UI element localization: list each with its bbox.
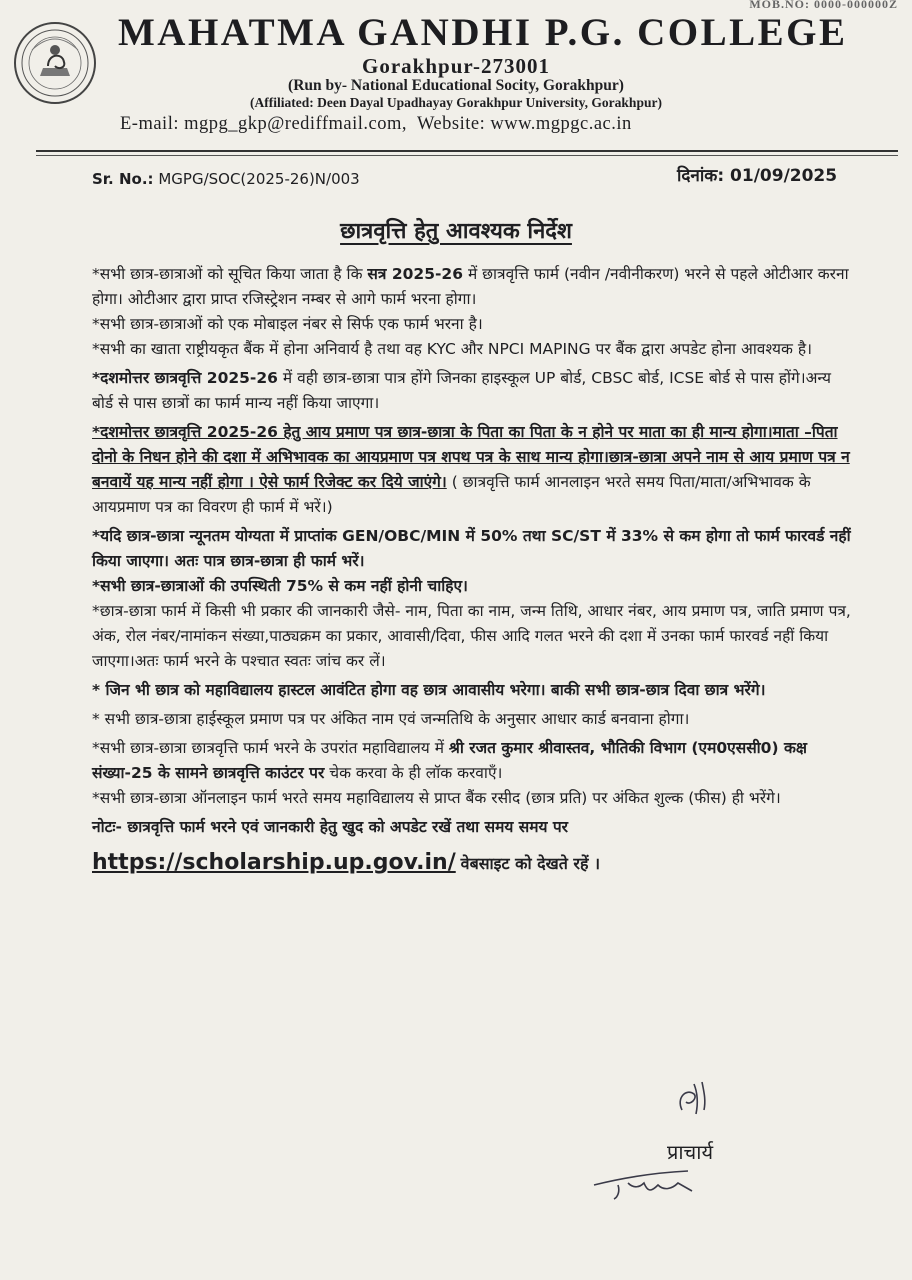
serial-label: Sr. No.: xyxy=(92,170,154,188)
date-value: 01/09/2025 xyxy=(730,166,838,186)
header-divider xyxy=(36,150,898,152)
scholarship-website-link[interactable]: https://scholarship.up.gov.in/ xyxy=(92,850,456,875)
note-link-line xyxy=(92,846,852,881)
note-text: नोटः- छात्रवृत्ति फार्म भरने एवं जानकारी हेतु खुद को अपडेट रखें तथा समय समय पर xyxy=(92,818,569,836)
para-bold: श्री रजत कुमार श्रीवास्तव, भौतिकी विभाग (एम0एससी0) कक्ष संख्या-25 के सामने छात्रवृत्ति काउंटर पर xyxy=(92,739,807,782)
instruction-attendance: *सभी छात्र-छात्राओं की उपस्थिती 75% से कम नहीं होनी चाहिए। xyxy=(92,577,468,595)
contact-line xyxy=(120,114,632,135)
para-text: चेक करवा के ही लॉक करवाएँ। xyxy=(329,764,503,782)
email-label: E-mail: xyxy=(120,114,179,134)
date-label: दिनांक: xyxy=(677,166,725,186)
notice-date xyxy=(677,163,837,186)
notice-body xyxy=(92,262,852,881)
note-tail: वेबसाइट को देखते रहें । xyxy=(460,854,601,873)
para-bold: *दशमोत्तर छात्रवृत्ति 2025-26 xyxy=(92,369,278,387)
college-name: MAHATMA GANDHI P.G. COLLEGE xyxy=(118,11,848,54)
affiliation: (Affiliated: Deen Dayal Upadhayay Gorakhpur University, Gorakhpur) xyxy=(250,95,662,110)
mobile-number: MOB.NO: 0000-000000Z xyxy=(749,0,898,11)
instruction-hostel: * जिन भी छात्र को महाविद्यालय हास्टल आवंटित होगा वह छात्र आवासीय भरेगा। बाकी सभी छात्र-छात्र दिवा छात्र भरेंगे। xyxy=(92,681,766,699)
para-bold: सत्र 2025-26 xyxy=(367,265,463,283)
para-text: ( छात्रवृत्ति फार्म आनलाइन भरते समय पिता/माता/अभिभावक के आयप्रमाण पत्र का विवरण ही फार्म में भरें।) xyxy=(92,473,811,516)
college-city: Gorakhpur-273001 xyxy=(362,54,550,78)
email: mgpg_gkp@rediffmail.com, xyxy=(184,114,408,134)
instruction-otr xyxy=(92,262,852,312)
instruction-min-marks: *यदि छात्र-छात्रा न्यूनतम योग्यता में प्राप्तांक GEN/OBC/MIN में 50% तथा SC/ST में 33% से कम होगा तो फार्म फारवर्ड नहीं किया जाएगा। अतः पात्र छात्र-छात्रा ही फार्म भरें। xyxy=(92,527,851,570)
para-text: *सभी छात्र-छात्राओं को सूचित किया जाता है कि xyxy=(92,265,363,283)
para-text: *सभी छात्र-छात्रा छात्रवृत्ति फार्म भरने के उपरांत महाविद्यालय में xyxy=(92,739,444,757)
run-by: (Run by- National Educational Socity, Gorakhpur) xyxy=(288,77,624,94)
notice-title xyxy=(0,215,912,245)
instruction-aadhaar: * सभी छात्र-छात्रा हाईस्कूल प्रमाण पत्र पर अंकित नाम एवं जन्मतिथि के अनुसार आधार कार्ड बनवाना होगा। xyxy=(92,710,690,728)
notice-title-text: छात्रवृत्ति हेतु आवश्यक निर्देश xyxy=(340,219,572,244)
serial-value: MGPG/SOC(2025-26)N/003 xyxy=(158,170,360,188)
instruction-bank-kyc: *सभी का खाता राष्ट्रीयकृत बैंक में होना अनिवार्य है तथा वह KYC और NPCI MAPING पर बैंक द्वारा अपडेट होना आवश्यक है। xyxy=(92,340,812,358)
instruction-board xyxy=(92,366,852,416)
header-divider-thin xyxy=(36,155,898,156)
instruction-income-certificate xyxy=(92,420,852,520)
para-bold-underlined: *दशमोत्तर छात्रवृत्ति 2025-26 हेतु आय प्रमाण पत्र छात्र-छात्रा के पिता का पिता के न होने पर माता का ही मान्य होगा।माता –पिता दोनो के निधन होने की दशा में अभिभावक का आयप्रमाण पत्र शपथ पत्र के साथ मान्य होगा।छात्र-छात्रा अपने नाम से आय प्रमाण पत्र न बनवायें यह मान्य नहीं होगा । ऐसे फार्म रिजेक्ट कर दिये जाएंगे। xyxy=(92,423,850,491)
initials-signature-icon xyxy=(668,1074,720,1126)
website-label: Website: xyxy=(416,114,486,134)
instruction-correct-details: *छात्र-छात्रा फार्म में किसी भी प्रकार की जानकारी जैसे- नाम, पिता का नाम, जन्म तिथि, आधार नंबर, आय प्रमाण पत्र, जाति प्रमाण पत्र, अंक, रोल नंबर/नामांकन संख्या,पाठ्यक्रम का प्रकार, आवासी/दिवा, फीस आदि गलत भरने की दशा में उनका फार्म फारवर्ड नहीं किया जाएगा।अतः फार्म भरने के पश्चात स्वतः जांच कर लें। xyxy=(92,602,851,670)
instruction-fee: *सभी छात्र-छात्रा ऑनलाइन फार्म भरते समय महाविद्यालय से प्राप्त बैंक रसीद (छात्र प्रति) पर अंकित शुल्क (फीस) ही भरेंगे। xyxy=(92,789,781,807)
para-text: में वही छात्र-छात्रा पात्र होंगे जिनका हाइस्कूल UP बोर्ड, CBSC बोर्ड, ICSE बोर्ड से पास होंगे।अन्य बोर्ड से पास छात्रों का फार्म मान्य नहीं किया जाएगा। xyxy=(92,369,831,412)
serial-number xyxy=(92,170,360,188)
website: www.mgpgc.ac.in xyxy=(490,114,632,134)
principal-designation: प्राचार्य xyxy=(667,1140,714,1164)
instruction-one-form: *सभी छात्र-छात्राओं को एक मोबाइल नंबर से सिर्फ एक फार्म भरना है। xyxy=(92,315,483,333)
para-text: में छात्रवृत्ति फार्म (नवीन /नवीनीकरण) भरने से पहले ओटीआर करना होगा। ओटीआर द्वारा प्राप्त रजिस्ट्रेशन नम्बर से आगे फार्म भरना होगा। xyxy=(92,265,849,308)
instruction-verification-counter xyxy=(92,736,852,786)
principal-signature-icon xyxy=(588,1165,700,1203)
